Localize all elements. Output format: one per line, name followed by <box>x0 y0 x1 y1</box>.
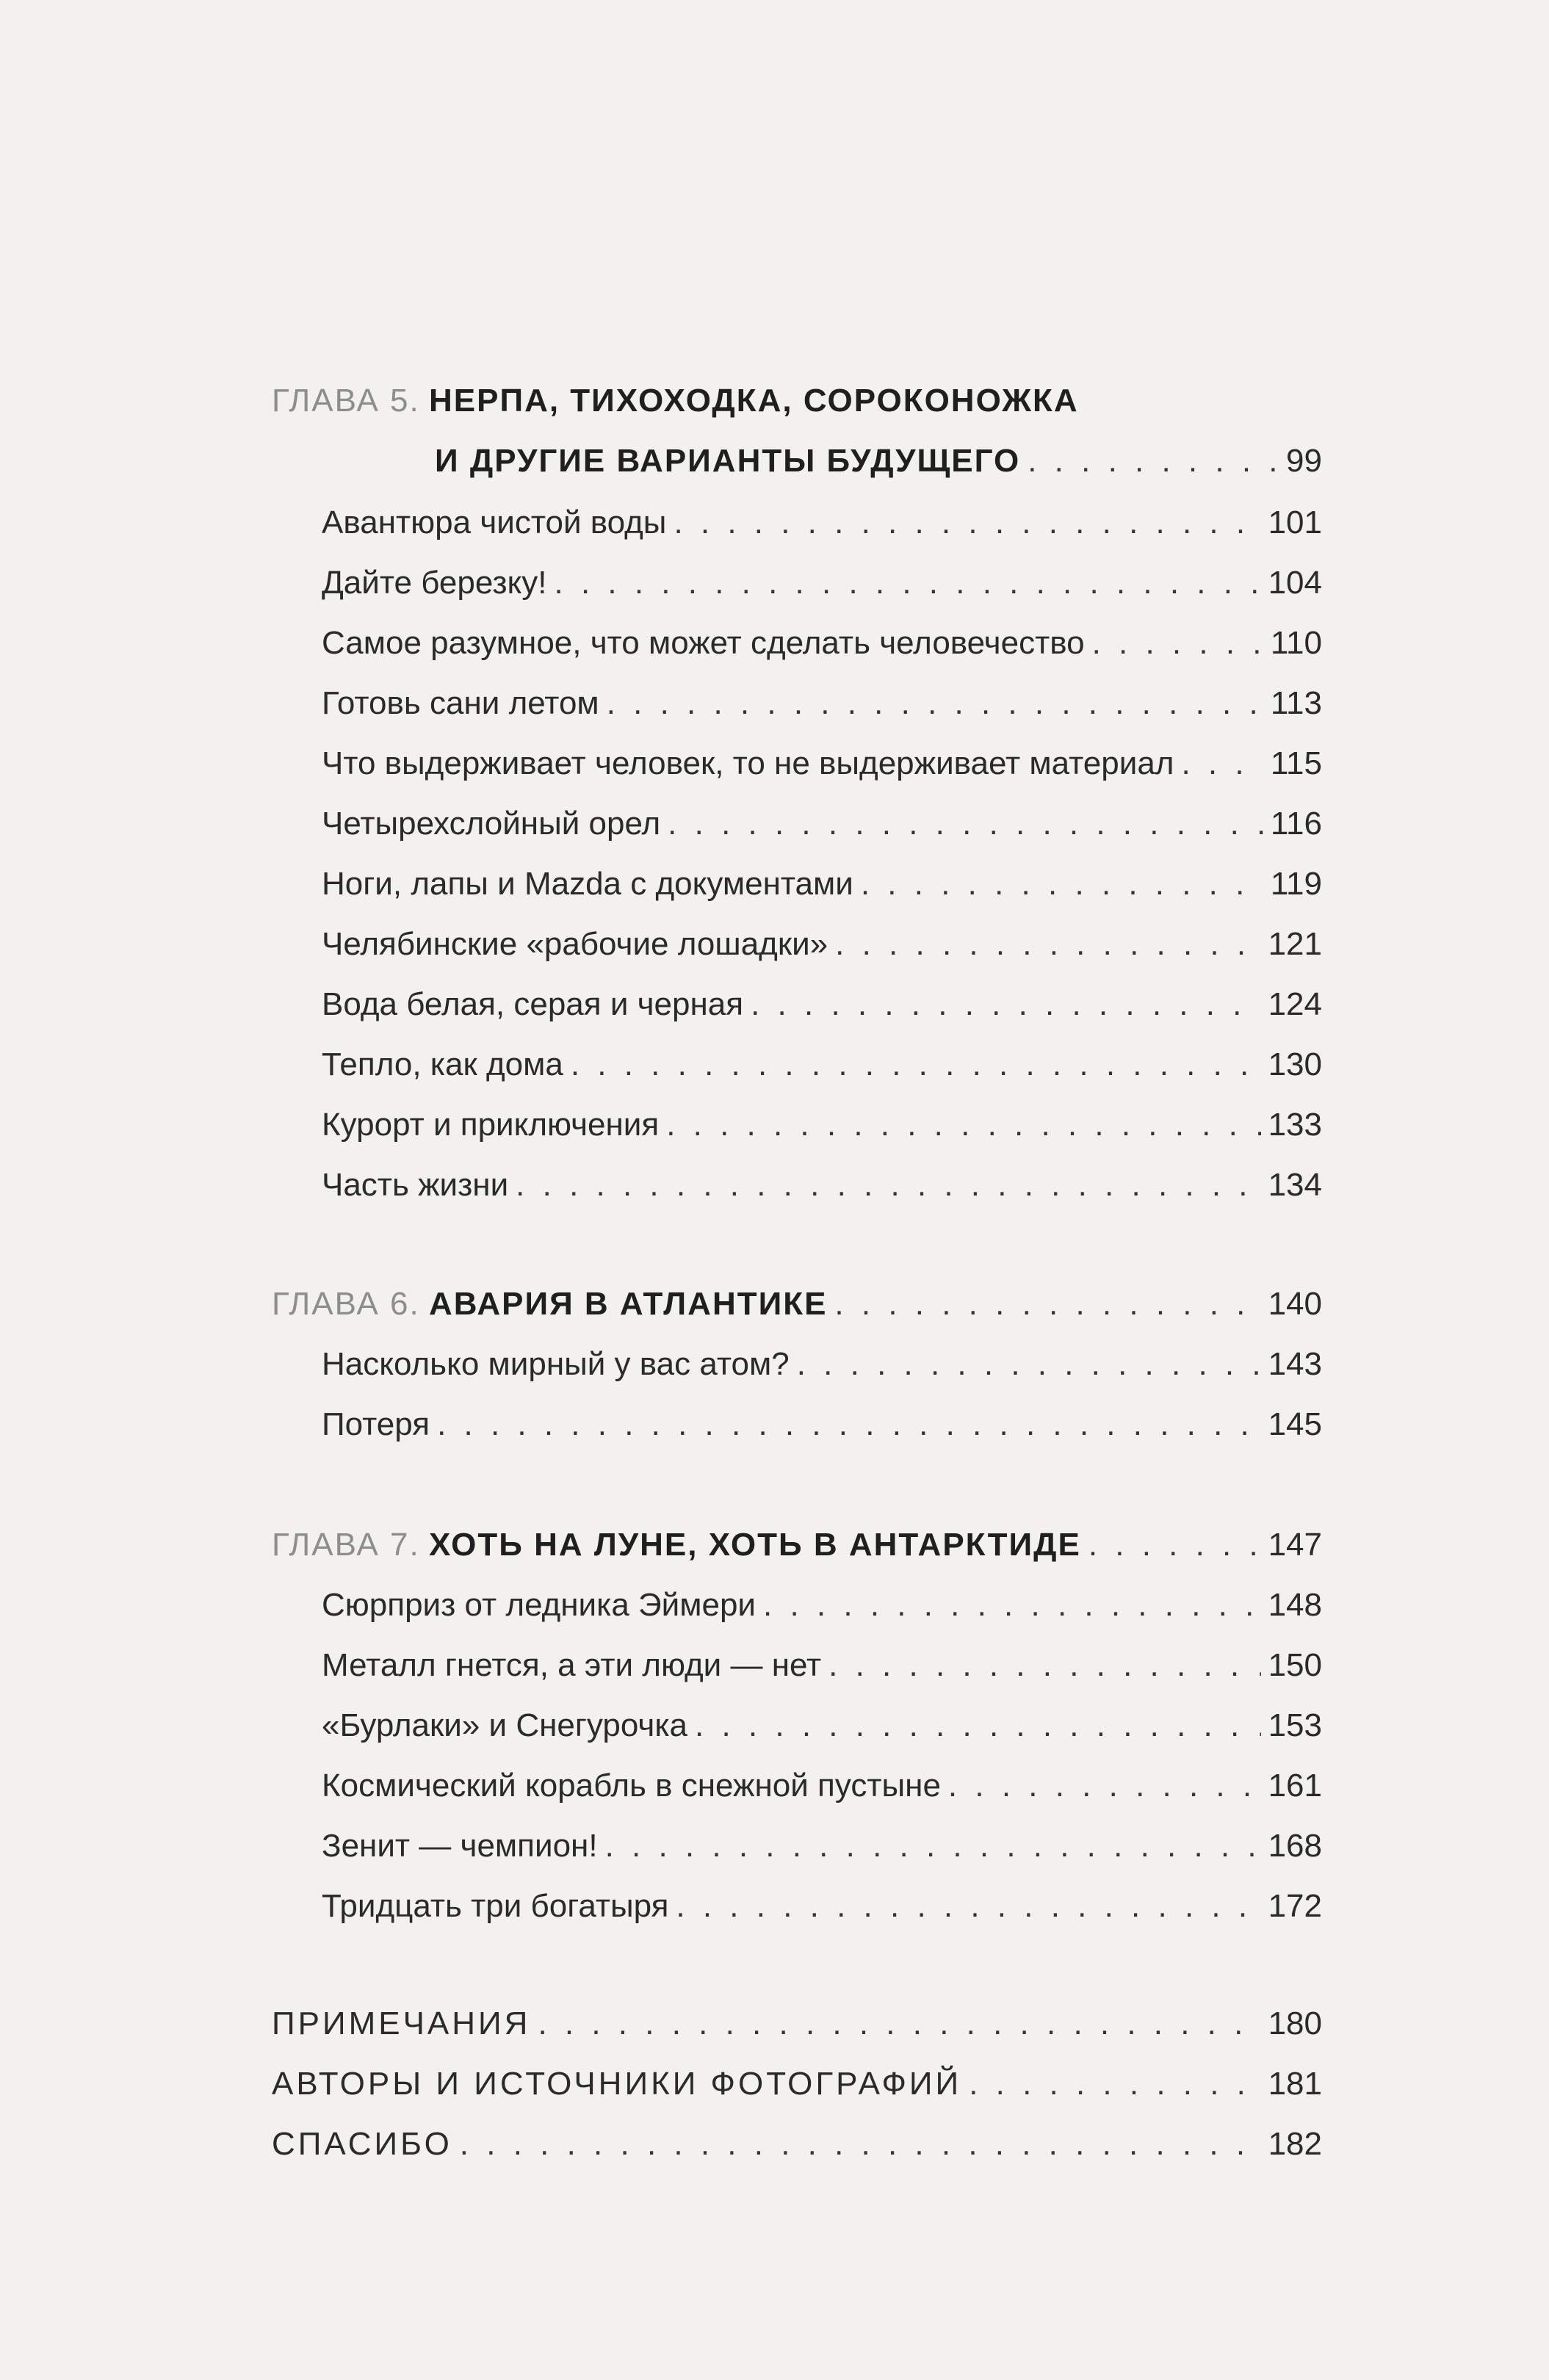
dot-leader <box>1028 441 1279 482</box>
dot-leader <box>1181 743 1263 784</box>
back-matter-page: 182 <box>1268 2126 1322 2162</box>
section-page: 134 <box>1268 1167 1322 1203</box>
section-page: 133 <box>1268 1107 1322 1143</box>
dot-leader <box>835 924 1260 965</box>
toc-entry[interactable] <box>272 743 1322 784</box>
dot-leader <box>437 1404 1261 1445</box>
section-page: 119 <box>1270 866 1322 902</box>
chapter-6-heading[interactable] <box>272 1284 1322 1325</box>
dot-leader <box>538 2003 1260 2044</box>
section-page: 115 <box>1270 745 1322 781</box>
toc-entry[interactable] <box>272 1404 1322 1445</box>
dot-leader <box>1088 1524 1261 1566</box>
section-page: 153 <box>1268 1707 1322 1743</box>
back-matter-title: ПРИМЕЧАНИЯ <box>272 2005 531 2041</box>
section-page: 110 <box>1270 625 1322 661</box>
toc-entry[interactable] <box>272 563 1322 604</box>
toc-entry[interactable] <box>272 1765 1322 1806</box>
dot-leader <box>1092 623 1263 664</box>
toc-entry[interactable] <box>272 1344 1322 1385</box>
section-page: 161 <box>1268 1768 1322 1804</box>
toc-entry[interactable] <box>272 924 1322 965</box>
section-title: Вода белая, серая и черная <box>322 986 744 1022</box>
toc-entry-thanks[interactable] <box>272 2124 1322 2165</box>
dot-leader <box>674 502 1260 543</box>
toc-entry[interactable] <box>272 1886 1322 1927</box>
dot-leader <box>969 2063 1260 2105</box>
section-page: 168 <box>1268 1828 1322 1864</box>
section-title: «Бурлаки» и Снегурочка <box>322 1707 688 1743</box>
dot-leader <box>555 563 1261 604</box>
dot-leader <box>797 1344 1261 1385</box>
chapter-6-page: 140 <box>1268 1286 1322 1322</box>
section-title: Тридцать три богатыря <box>322 1888 669 1924</box>
section-title: Четырехслойный орел <box>322 806 661 842</box>
dot-leader <box>948 1765 1261 1806</box>
section-page: 124 <box>1268 986 1322 1022</box>
section-title: Ноги, лапы и Mazda с документами <box>322 866 853 902</box>
dot-leader <box>834 1284 1260 1325</box>
section-title: Готовь сани летом <box>322 685 599 721</box>
section-title: Что выдерживает человек, то не выдерживает материал <box>322 745 1174 781</box>
dot-leader <box>861 864 1263 905</box>
back-matter-title: АВТОРЫ И ИСТОЧНИКИ ФОТОГРАФИЙ <box>272 2066 962 2102</box>
back-matter-title: СПАСИБО <box>272 2126 452 2162</box>
toc-entry[interactable] <box>272 803 1322 844</box>
section-page: 116 <box>1270 806 1322 842</box>
section-title: Дайте березку! <box>322 565 547 601</box>
section-page: 150 <box>1268 1647 1322 1683</box>
section-title: Насколько мирный у вас атом? <box>322 1346 790 1382</box>
toc-entry[interactable] <box>272 1645 1322 1686</box>
dot-leader <box>751 984 1260 1025</box>
section-title: Челябинские «рабочие лошадки» <box>322 926 828 962</box>
toc-entry[interactable] <box>272 1165 1322 1206</box>
section-page: 104 <box>1268 565 1322 601</box>
dot-leader <box>695 1705 1261 1746</box>
toc-entry[interactable] <box>272 623 1322 664</box>
section-title: Сюрприз от ледника Эймери <box>322 1587 757 1623</box>
section-title: Металл гнется, а эти люди — нет <box>322 1647 822 1683</box>
section-title: Космический корабль в снежной пустыне <box>322 1768 941 1804</box>
section-page: 172 <box>1268 1888 1322 1924</box>
section-title: Тепло, как дома <box>322 1046 563 1082</box>
toc-entry-photo-credits[interactable] <box>272 2063 1322 2105</box>
section-title: Зенит — чемпион! <box>322 1828 598 1864</box>
toc-entry[interactable] <box>272 1104 1322 1146</box>
dot-leader <box>516 1165 1260 1206</box>
toc-entry[interactable] <box>272 1044 1322 1085</box>
dot-leader <box>666 1104 1260 1146</box>
section-page: 145 <box>1268 1406 1322 1442</box>
section-title: Часть жизни <box>322 1167 509 1203</box>
dot-leader <box>763 1585 1261 1626</box>
dot-leader <box>828 1645 1260 1686</box>
dot-leader <box>607 683 1263 724</box>
dot-leader <box>460 2124 1261 2165</box>
section-title: Авантюра чистой воды <box>322 504 667 540</box>
dot-leader <box>668 803 1263 844</box>
section-page: 148 <box>1268 1587 1322 1623</box>
toc-entry[interactable] <box>272 1705 1322 1746</box>
chapter-5-heading-line1[interactable] <box>272 380 1322 422</box>
section-page: 121 <box>1268 926 1322 962</box>
toc-entry[interactable] <box>272 984 1322 1025</box>
chapter-6-title: АВАРИЯ В АТЛАНТИКЕ <box>428 1286 828 1322</box>
chapter-6-lead: ГЛАВА 6. <box>272 1286 420 1322</box>
toc-entry[interactable] <box>272 1585 1322 1626</box>
back-matter-page: 181 <box>1268 2066 1322 2102</box>
section-title: Потеря <box>322 1406 430 1442</box>
chapter-5-heading-line2[interactable] <box>435 441 1322 482</box>
chapter-5-title-line1: НЕРПА, ТИХОХОДКА, СОРОКОНОЖКА <box>428 383 1079 419</box>
dot-leader <box>605 1826 1261 1867</box>
chapter-7-heading[interactable] <box>272 1524 1322 1566</box>
chapter-5-title-line2: И ДРУГИЕ ВАРИАНТЫ БУДУЩЕГО <box>435 443 1021 479</box>
section-page: 143 <box>1268 1346 1322 1382</box>
chapter-7-lead: ГЛАВА 7. <box>272 1527 420 1563</box>
back-matter-page: 180 <box>1268 2005 1322 2041</box>
chapter-7-page: 147 <box>1268 1527 1322 1563</box>
toc-entry[interactable] <box>272 502 1322 543</box>
chapter-5-lead: ГЛАВА 5. <box>272 383 420 419</box>
section-title: Курорт и приключения <box>322 1107 660 1143</box>
section-page: 101 <box>1268 504 1322 540</box>
section-page: 113 <box>1270 685 1322 721</box>
toc-entry[interactable] <box>272 864 1322 905</box>
section-page: 130 <box>1268 1046 1322 1082</box>
dot-leader <box>676 1886 1260 1927</box>
chapter-5-page: 99 <box>1286 443 1322 479</box>
section-title: Самое разумное, что может сделать человечество <box>322 625 1085 661</box>
chapter-7-title: ХОТЬ НА ЛУНЕ, ХОТЬ В АНТАРКТИДЕ <box>428 1527 1081 1563</box>
dot-leader <box>571 1044 1261 1085</box>
toc-entry[interactable] <box>272 683 1322 724</box>
toc-entry-notes[interactable] <box>272 2003 1322 2044</box>
toc-entry[interactable] <box>272 1826 1322 1867</box>
